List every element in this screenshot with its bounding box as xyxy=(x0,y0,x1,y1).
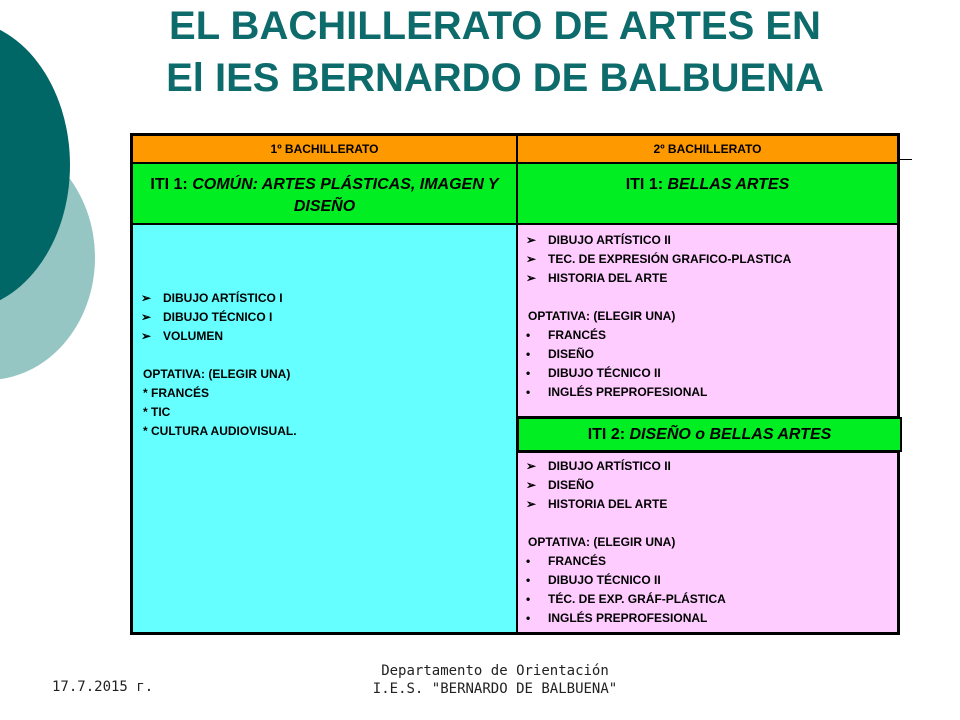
list-item: ➢ DISEÑO xyxy=(518,476,897,495)
footer-date: 17.7.2015 г. xyxy=(52,679,154,695)
iti1-bellas-artes-cell xyxy=(517,163,898,224)
first-year-subjects-cell xyxy=(132,224,517,633)
iti1-right-name: BELLAS ARTES xyxy=(667,176,790,193)
title-line-1: EL BACHILLERATO DE ARTES EN xyxy=(169,4,821,48)
dot-bullet-icon: • xyxy=(526,328,531,342)
iti1-optativa-list xyxy=(518,326,897,402)
iti2-header-cell xyxy=(517,417,902,452)
iti2-name: DISEÑO o BELLAS ARTES xyxy=(629,426,832,443)
iti2-optativa-list xyxy=(518,552,897,628)
footer-department-line-1: Departamento de Orientación xyxy=(381,663,609,679)
list-item: ➢ VOLUMEN xyxy=(133,327,516,346)
iti1-common-cell xyxy=(132,163,517,224)
first-year-optativa-label: OPTATIVA: (ELEGIR UNA) xyxy=(143,367,291,381)
slide-title xyxy=(90,0,900,104)
iti2-optativa-label: OPTATIVA: (ELEGIR UNA) xyxy=(528,535,676,549)
iti1-left-name: COMÚN: ARTES PLÁSTICAS, IMAGEN Y DISEÑO xyxy=(192,176,499,215)
dot-bullet-icon: • xyxy=(526,573,531,587)
dot-bullet-icon: • xyxy=(526,385,531,399)
dot-bullet-icon: • xyxy=(526,611,531,625)
arrow-bullet-icon: ➢ xyxy=(526,252,537,266)
list-item: • FRANCÉS xyxy=(518,326,897,345)
first-year-optativa-item: * FRANCÉS xyxy=(143,386,210,400)
list-item: • DIBUJO TÉCNICO II xyxy=(518,364,897,383)
iti2-prefix: ITI 2: xyxy=(587,426,630,443)
list-item: • INGLÉS PREPROFESIONAL xyxy=(518,609,897,628)
footer-department-line-2: I.E.S. "BERNARDO DE BALBUENA" xyxy=(372,681,618,697)
list-item: • DISEÑO xyxy=(518,345,897,364)
list-item: ➢ DIBUJO ARTÍSTICO I xyxy=(133,289,516,308)
header-first-year: 1º BACHILLERATO xyxy=(132,135,517,163)
dot-bullet-icon: • xyxy=(526,347,531,361)
first-year-subject-list xyxy=(133,289,516,346)
dot-bullet-icon: • xyxy=(526,554,531,568)
iti1-subject-list xyxy=(518,231,897,288)
arrow-bullet-icon: ➢ xyxy=(526,497,537,511)
dot-bullet-icon: • xyxy=(526,366,531,380)
list-item: • TÉC. DE EXP. GRÁF-PLÁSTICA xyxy=(518,590,897,609)
arrow-bullet-icon: ➢ xyxy=(141,310,152,324)
iti2-subject-list xyxy=(518,457,897,514)
list-item: • DIBUJO TÉCNICO II xyxy=(518,571,897,590)
iti2-subjects-cell xyxy=(517,452,898,633)
list-item: ➢ DIBUJO ARTÍSTICO II xyxy=(518,231,897,250)
arrow-bullet-icon: ➢ xyxy=(526,233,537,247)
list-item: ➢ HISTORIA DEL ARTE xyxy=(518,495,897,514)
arrow-bullet-icon: ➢ xyxy=(526,271,537,285)
list-item: • INGLÉS PREPROFESIONAL xyxy=(518,383,897,402)
iti1-optativa-label: OPTATIVA: (ELEGIR UNA) xyxy=(528,309,676,323)
list-item: • FRANCÉS xyxy=(518,552,897,571)
iti1-right-prefix: ITI 1: xyxy=(625,176,668,193)
bachillerato-table xyxy=(130,133,900,635)
arrow-bullet-icon: ➢ xyxy=(526,478,537,492)
list-item: ➢ DIBUJO TÉCNICO I xyxy=(133,308,516,327)
arrow-bullet-icon: ➢ xyxy=(141,329,152,343)
list-item: ➢ TEC. DE EXPRESIÓN GRAFICO-PLASTICA xyxy=(518,250,897,269)
divider-line xyxy=(900,159,912,160)
iti1-subjects-cell xyxy=(517,224,898,417)
first-year-optativa-item: * TIC xyxy=(143,405,171,419)
iti1-left-prefix: ITI 1: xyxy=(150,176,193,193)
header-second-year: 2º BACHILLERATO xyxy=(517,135,898,163)
title-line-2: El IES BERNARDO DE BALBUENA xyxy=(166,56,824,100)
list-item: ➢ DIBUJO ARTÍSTICO II xyxy=(518,457,897,476)
dot-bullet-icon: • xyxy=(526,592,531,606)
arrow-bullet-icon: ➢ xyxy=(141,291,152,305)
first-year-optativa-item: * CULTURA AUDIOVISUAL. xyxy=(143,424,297,438)
arrow-bullet-icon: ➢ xyxy=(526,459,537,473)
footer-department xyxy=(310,662,680,698)
list-item: ➢ HISTORIA DEL ARTE xyxy=(518,269,897,288)
